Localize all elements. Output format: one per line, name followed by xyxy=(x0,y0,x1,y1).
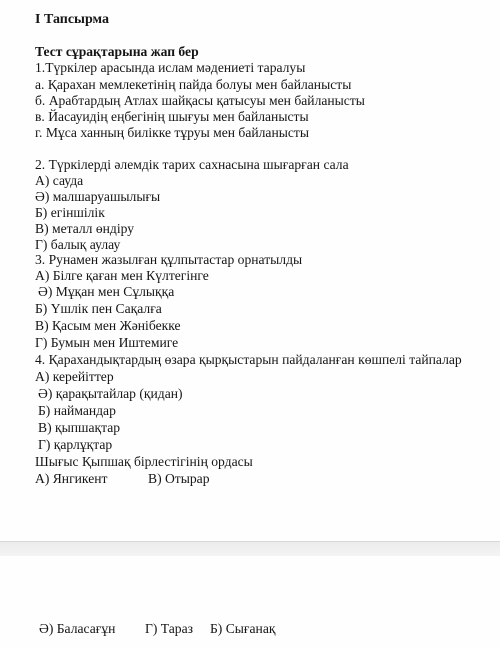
document-page-bottom xyxy=(0,556,500,649)
question-text: 2. Түркілерді әлемдік тарих сахнасына шығарған сала xyxy=(35,157,349,172)
answer-option: б. Арабтардың Атлах шайқасы қатысуы мен байланысты xyxy=(35,93,365,108)
answer-option: Г) қарлұқтар xyxy=(38,437,113,452)
answer-option: А) Білге қаған мен Күлтегінге xyxy=(35,268,209,283)
answer-option: Б) Үшлік пен Сақалға xyxy=(35,301,162,316)
test-instruction: Тест сұрақтарына жап бер xyxy=(35,44,199,59)
answer-option: В) Қасым мен Жәнібекке xyxy=(35,318,181,333)
question-text: 1.Түркілер арасында ислам мәдениеті таралуы xyxy=(35,60,306,75)
answer-option: Ә) Мұқан мен Сұлыққа xyxy=(38,284,175,299)
answer-option: Б) егіншілік xyxy=(35,205,105,220)
answer-option: г. Мұса ханның билікке тұруы мен байланысты xyxy=(35,125,309,140)
answer-option: Г) балық аулау xyxy=(35,237,121,252)
answer-option: Ә) Баласағұн xyxy=(39,621,116,636)
answer-option: В) қыпшақтар xyxy=(38,420,121,435)
answer-option: Ә) малшаруашылығы xyxy=(35,189,161,204)
answer-option: А) Янгикент xyxy=(35,471,108,486)
answer-option: в. Йасауидің еңбегінің шығуы мен байланысты xyxy=(35,109,309,124)
answer-option: Б) Сығанақ xyxy=(210,621,276,636)
answer-option: Б) наймандар xyxy=(38,403,116,418)
section-title: I Тапсырма xyxy=(35,12,109,27)
answer-option: А) керейіттер xyxy=(35,369,114,384)
question-text: 3. Рунамен жазылған құлпытастар орнатылды xyxy=(35,252,303,267)
answer-option: В) Отырар xyxy=(148,471,210,486)
answer-option: В) металл өндіру xyxy=(35,221,135,236)
answer-option: Г) Тараз xyxy=(145,621,193,636)
page-divider xyxy=(0,541,500,557)
answer-option: Г) Бумын мен Иштемиге xyxy=(35,335,179,350)
question-text: Шығыс Қыпшақ бірлестігінің ордасы xyxy=(35,454,253,469)
answer-option: А) сауда xyxy=(35,173,84,188)
answer-option: а. Қарахан мемлекетінің пайда болуы мен байланысты xyxy=(35,77,352,92)
answer-option: Ә) қарақытайлар (қидан) xyxy=(38,386,183,401)
question-text: 4. Қарахандықтардың өзара қырқыстарын пайдаланған көшпелі тайпалар xyxy=(35,352,462,367)
